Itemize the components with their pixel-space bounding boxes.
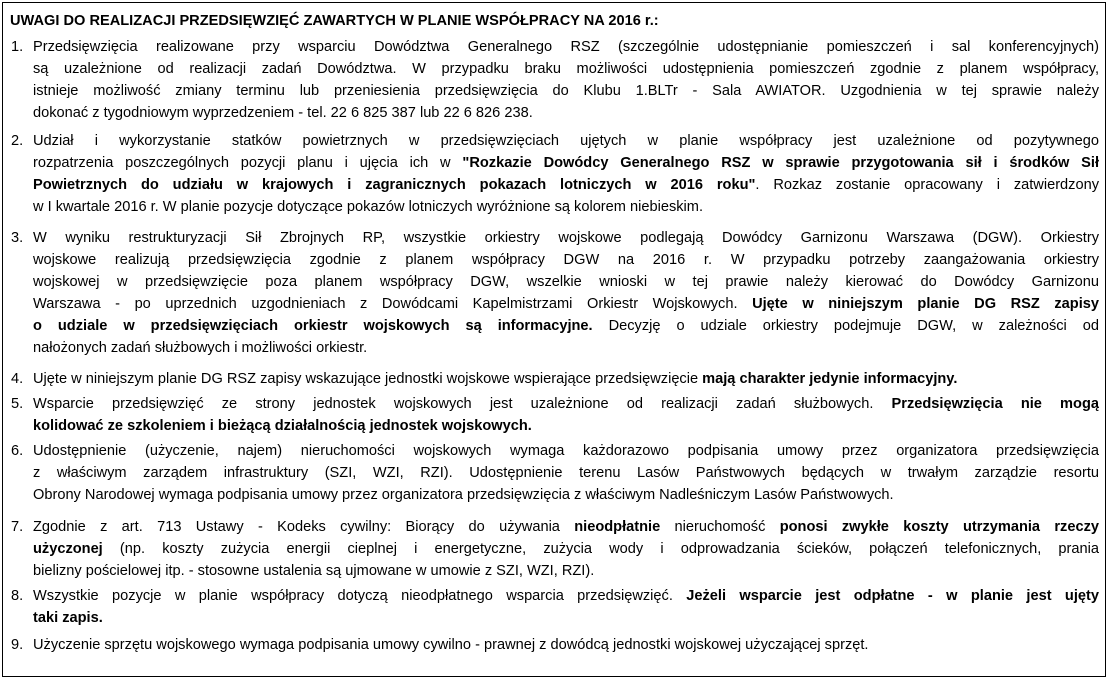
list-item-number: 4.	[11, 371, 24, 387]
bold-text: użyczonej	[33, 541, 103, 557]
text-line	[33, 415, 1099, 437]
text-run: bielizny pościelowej itp. - stosowne ustalenia są ujmowane w umowie z SZI, WZI, RZI).	[33, 563, 595, 579]
text-run: (np. koszty zużycia energii cieplnej i energetyczne, zużycia wody i odprowadzania ścieków, połączeń telefonicznych, prania	[102, 541, 1099, 557]
text-line	[33, 516, 1099, 538]
text-line	[33, 607, 1099, 629]
text-run: wojskowej w przedsięwzięcie poza planem współpracy DGW, wszelkie wnioski w tej prawie należy kierować do Dowódcy Garnizonu	[33, 274, 1099, 290]
list-item-text	[33, 368, 1099, 390]
text-line	[33, 227, 1099, 249]
text-line	[33, 560, 1099, 582]
list-item-text	[33, 393, 1099, 437]
text-line	[33, 36, 1099, 58]
text-run: są uzależnione od realizacji zadań Dowództwa. W przypadku braku możliwości udostępnienia pomieszczeń zgodnie z planem współpracy,	[33, 61, 1099, 77]
text-run: Użyczenie sprzętu wojskowego wymaga podpisania umowy cywilno - prawnej z dowódcą jednostki wojskowej użyczającej sprzęt.	[33, 637, 869, 653]
text-line	[33, 368, 1099, 390]
text-line	[33, 271, 1099, 293]
text-line	[33, 315, 1099, 337]
text-line	[33, 293, 1099, 315]
text-run: W wyniku restrukturyzacji Sił Zbrojnych RP, wszystkie orkiestry wojskowe podlegają Dowódcy Garnizonu Warszawa (DGW). Orkiestry	[33, 230, 1099, 246]
list-item-number: 7.	[11, 519, 24, 535]
list-item-number: 8.	[11, 588, 24, 604]
text-line	[33, 102, 1099, 124]
bold-text: Ujęte w niniejszym planie DG RSZ zapisy	[752, 296, 1099, 312]
text-run: Udział i wykorzystanie statków powietrznych w przedsięwzięciach ujętych w planie współpracy jest uzależnione od pozytywnego	[33, 133, 1099, 149]
text-line	[33, 196, 1099, 218]
bold-text: Przedsięwzięcia nie mogą	[891, 396, 1099, 412]
text-run: wojskowe realizują przedsięwzięcia zgodnie z planem współpracy DGW na 2016 r. W przypadku potrzeby zaangażowania orkiestry	[33, 252, 1099, 268]
list-item-number: 1.	[11, 39, 24, 55]
text-run: Zgodnie z art. 713 Ustawy - Kodeks cywilny: Biorący do używania	[33, 519, 575, 535]
list-item-text	[33, 130, 1099, 218]
list-item-text	[33, 36, 1099, 124]
document-page	[2, 2, 1106, 677]
text-line	[33, 440, 1099, 462]
bold-text: Powietrznych do udziału w krajowych i zagranicznych pokazach lotniczych w 2016 roku"	[33, 177, 756, 193]
text-run: istnieje możliwość zmiany terminu lub przeniesienia przedsięwzięcia do Klubu 1.BLTr - Sala AWIATOR. Uzgodnienia w tej sprawie należy	[33, 83, 1099, 99]
text-run: Wszystkie pozycje w planie współpracy dotyczą nieodpłatnego wsparcia przedsięwzięć.	[33, 588, 687, 604]
text-line	[33, 393, 1099, 415]
text-line	[33, 174, 1099, 196]
text-run: w I kwartale 2016 r. W planie pozycje dotyczące pokazów lotniczych wyróżnione są kolorem niebieskim.	[33, 199, 703, 215]
text-run: Ujęte w niniejszym planie DG RSZ zapisy wskazujące jednostki wojskowe wspierające przedsięwzięcie	[33, 371, 703, 387]
list-item-number: 3.	[11, 230, 24, 246]
bold-text: kolidować ze szkoleniem i bieżącą działalnością jednostek wojskowych.	[33, 418, 532, 434]
bold-text: "Rozkazie Dowódcy Generalnego RSZ w sprawie przygotowania sił i środków Sił	[462, 155, 1099, 171]
text-run: Warszawa - po uprzednich uzgodnieniach z Dowódcami Kapelmistrzami Orkiestr Wojskowych.	[33, 296, 753, 312]
list-item-text	[33, 585, 1099, 629]
list-item-number: 9.	[11, 637, 24, 653]
bold-text: Jeżeli wsparcie jest odpłatne - w planie jest ujęty	[686, 588, 1099, 604]
text-run: dokonać z tygodniowym wyprzedzeniem - tel. 22 6 825 387 lub 22 6 826 238.	[33, 105, 533, 121]
text-line	[33, 634, 1099, 656]
text-line	[33, 484, 1099, 506]
list-item-text	[33, 634, 1099, 656]
bold-text: ponosi zwykłe koszty utrzymania rzeczy	[779, 519, 1099, 535]
text-run: Przedsięwzięcia realizowane przy wsparciu Dowództwa Generalnego RSZ (szczególnie udostępnianie pomieszczeń i sal konferencyjnych)	[33, 39, 1099, 55]
bold-text: taki zapis.	[33, 610, 103, 626]
bold-text: mają charakter jedynie informacyjny.	[702, 371, 958, 387]
text-line	[33, 585, 1099, 607]
bold-text: o udziale w przedsięwzięciach orkiestr wojskowych są informacyjne.	[33, 318, 593, 334]
list-item-text	[33, 440, 1099, 506]
bold-text: nieodpłatnie	[574, 519, 661, 535]
text-line	[33, 538, 1099, 560]
text-line	[33, 152, 1099, 174]
text-run: rozpatrzenia poszczególnych pozycji planu i ujęcia ich w	[33, 155, 463, 171]
text-run: Wsparcie przedsięwzięć ze strony jednostek wojskowych jest uzależnione od realizacji zadań służbowych.	[33, 396, 892, 412]
text-run: nieruchomość	[660, 519, 780, 535]
list-item-number: 6.	[11, 443, 24, 459]
text-run: Obrony Narodowej wymaga podpisania umowy przez organizatora przedsięwzięcia z właściwym Nadleśniczym Lasów Państwowych.	[33, 487, 894, 503]
list-item-number: 5.	[11, 396, 24, 412]
list-item-text	[33, 227, 1099, 359]
text-line	[33, 130, 1099, 152]
remarks-list	[3, 3, 1105, 676]
page-title: UWAGI DO REALIZACJI PRZEDSIĘWZIĘĆ ZAWARTYCH W PLANIE WSPÓŁPRACY NA 2016 r.:	[10, 13, 659, 29]
list-item-number: 2.	[11, 133, 24, 149]
text-run: Udostępnienie (użyczenie, najem) nieruchomości wojskowych wymaga każdorazowo podpisania umowy przez organizatora przedsięwzięcia	[33, 443, 1099, 459]
text-run: . Rozkaz zostanie opracowany i zatwierdzony	[755, 177, 1099, 193]
text-line	[33, 337, 1099, 359]
text-run: Decyzję o udziale orkiestry podejmuje DGW, w zależności od	[592, 318, 1099, 334]
text-line	[33, 58, 1099, 80]
text-run: nałożonych zadań służbowych i możliwości orkiestr.	[33, 340, 368, 356]
text-run: z właściwym zarządem infrastruktury (SZI, WZI, RZI). Udostępnienie terenu Lasów Państwowych będących w trwałym zarządzie resortu	[33, 465, 1099, 481]
text-line	[33, 80, 1099, 102]
text-line	[33, 462, 1099, 484]
list-item-text	[33, 516, 1099, 582]
text-line	[33, 249, 1099, 271]
